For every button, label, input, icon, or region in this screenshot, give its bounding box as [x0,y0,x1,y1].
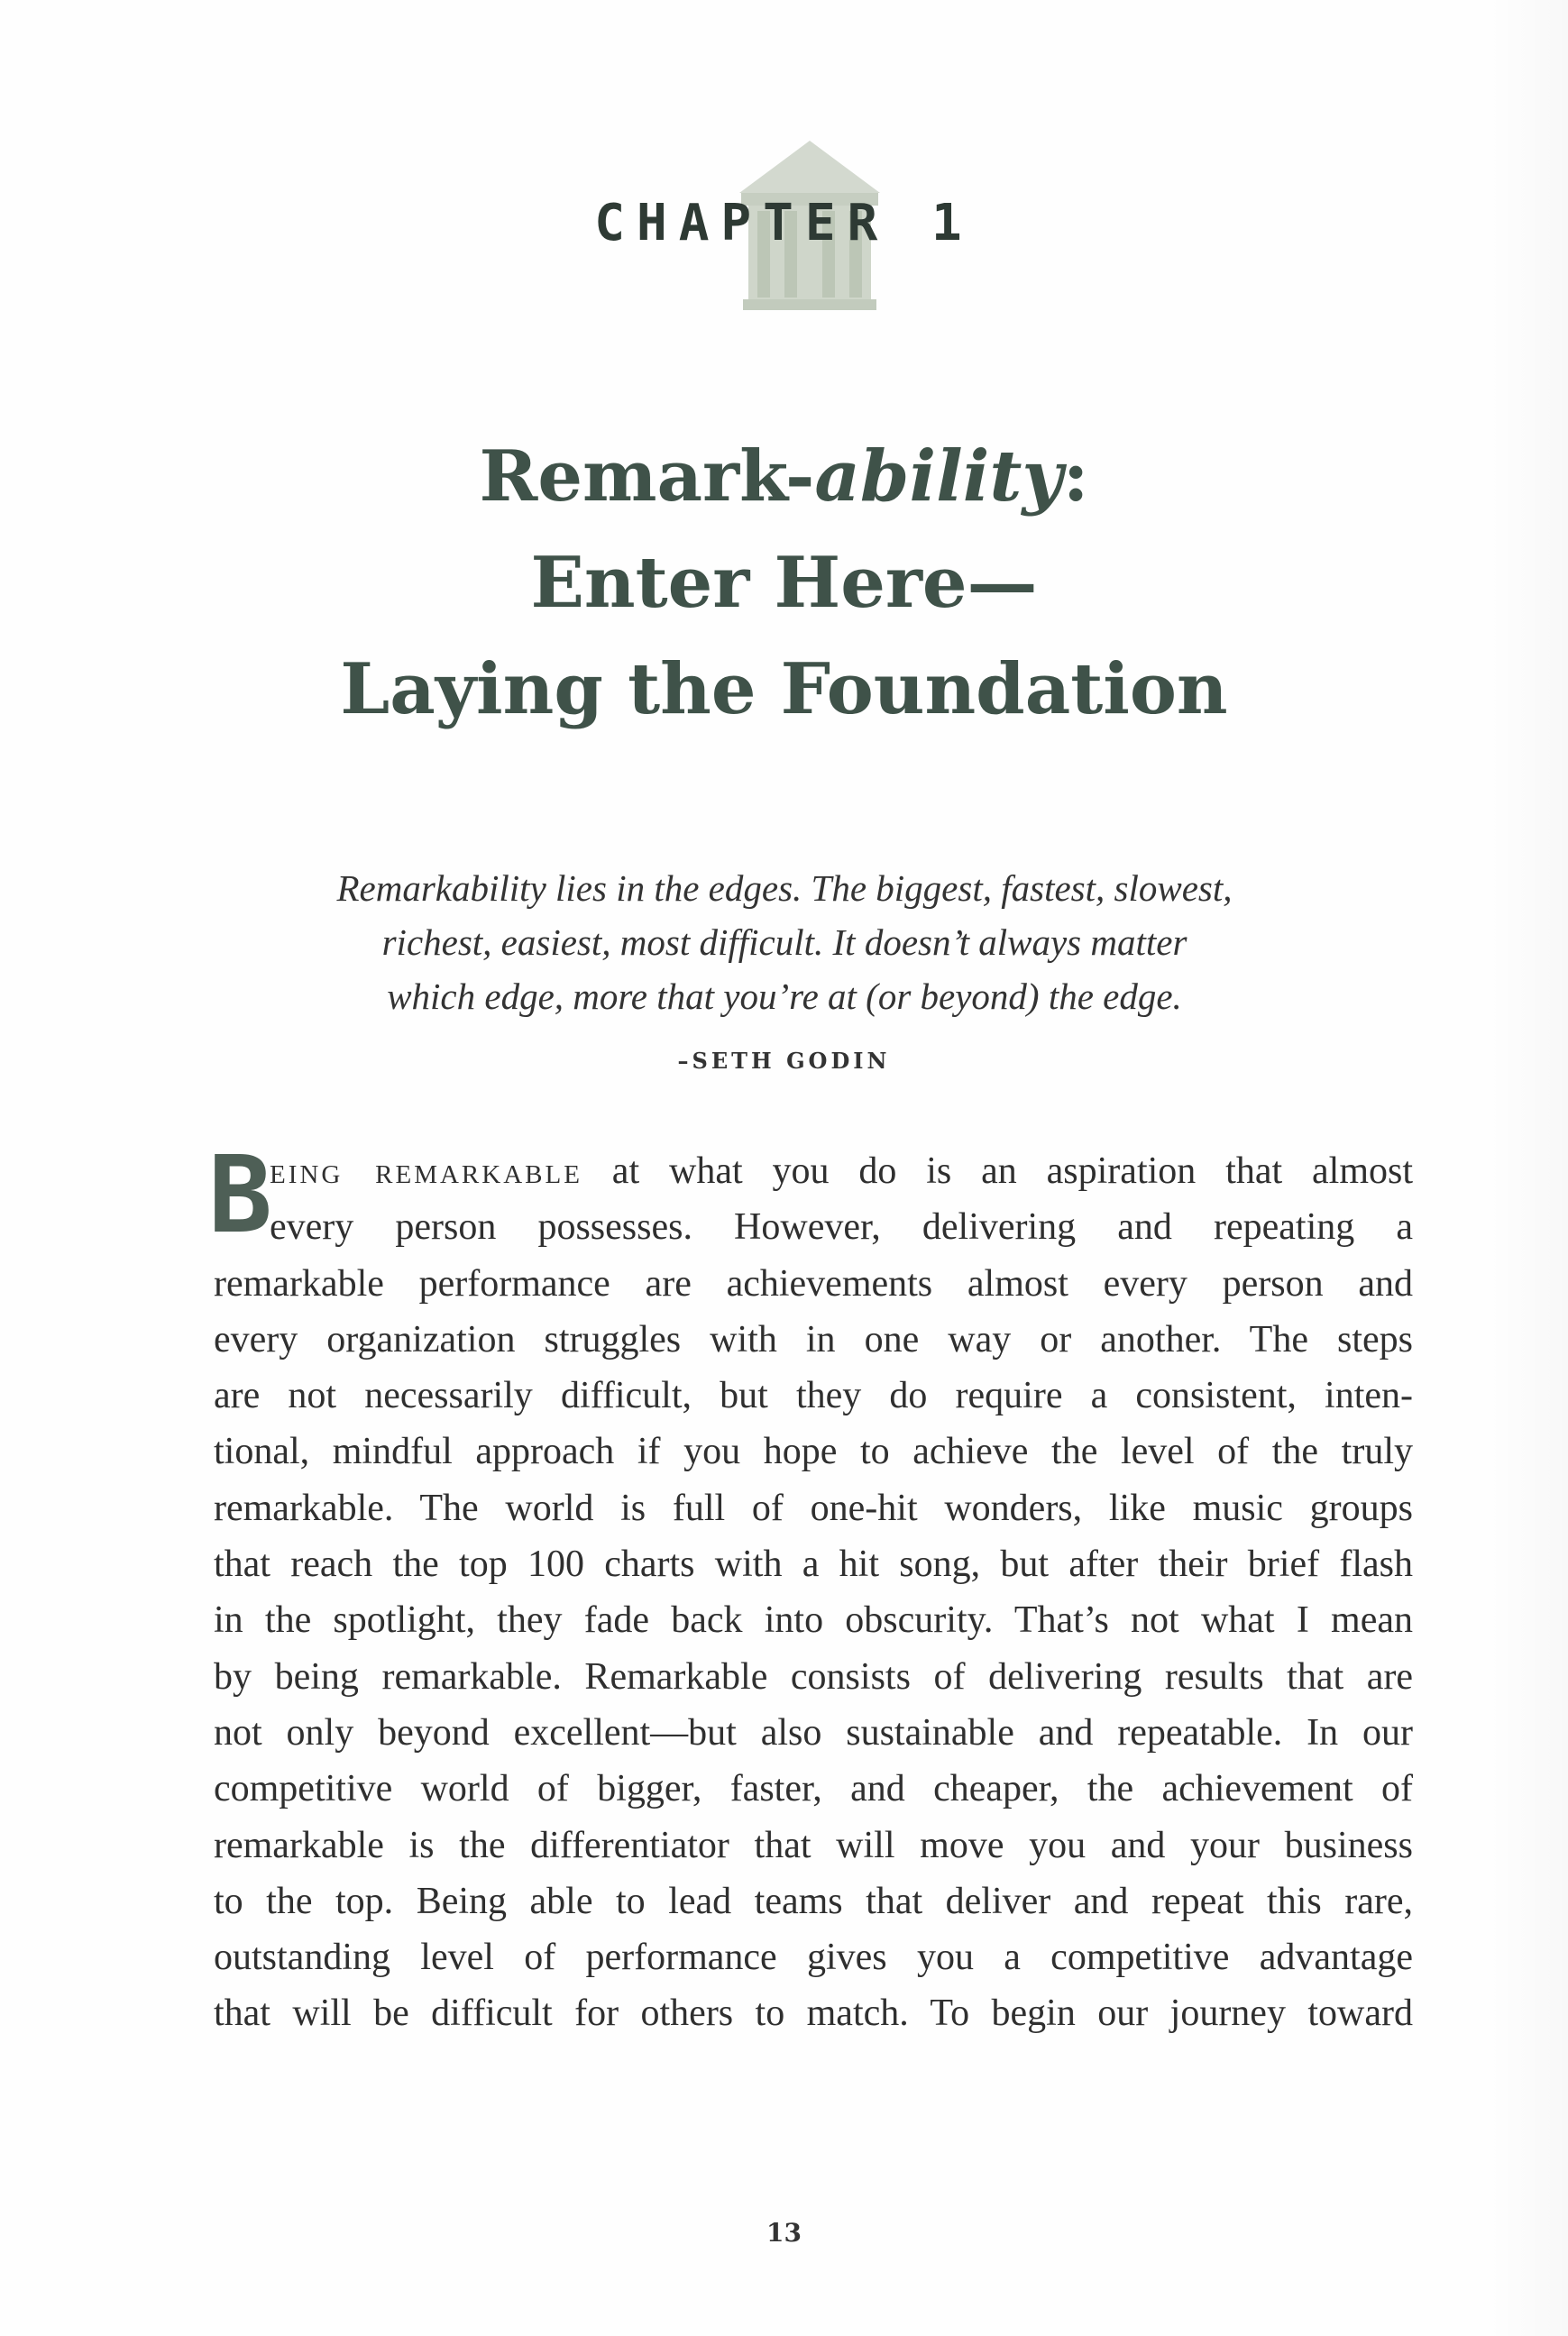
body-line: remarkable performance are achievements almost every person and [214,1262,1413,1305]
chapter-label: CHAPTER 1 [594,194,974,252]
body-paragraph [208,1132,1413,2042]
drop-cap: B [208,1132,273,1257]
body-line: every organization struggles with in one way or another. The steps [214,1318,1413,1360]
body-line: competitive world of bigger, faster, and cheaper, the achievement of [214,1768,1413,1810]
body-line: not only beyond excellent—but also sustainable and repeatable. In our [214,1711,1413,1754]
body-line: to the top. Being able to lead teams that deliver and repeat this rare, [214,1880,1413,1922]
title-line-2: Enter Here— [530,542,1038,624]
body-line: that reach the top 100 charts with a hit song, but after their brief flash [214,1544,1413,1586]
title-line-1-italic: ability [814,435,1063,518]
page-number: 13 [766,2218,802,2248]
body-line: every person possesses. However, delivering and repeating a [270,1206,1413,1249]
epigraph-line: Remarkability lies in the edges. The biggest, fastest, slowest, [336,867,1233,909]
chapter-header [0,126,1568,334]
lead-in-rest: at what you do is an aspiration that almost [611,1150,1413,1192]
body-line: remarkable is the differentiator that will move you and your business [214,1824,1413,1866]
chapter-title [0,424,1568,743]
title-line-3: Laying the Foundation [340,648,1228,730]
body-line: that will be difficult for others to match. To begin our journey toward [214,1992,1413,2035]
body-line: remarkable. The world is full of one-hit wonders, like music groups [214,1487,1413,1529]
body-line: tional, mindful approach if you hope to achieve the level of the truly [214,1431,1413,1473]
title-line-1 [0,424,1568,530]
title-line-1-colon: : [1062,435,1089,518]
lead-in-smallcaps: eing remarkable [270,1150,582,1192]
body-line-first [270,1143,1413,1199]
body-line: are not necessarily difficult, but they do require a consistent, inten- [214,1375,1413,1417]
epigraph-line: which edge, more that you’re at (or beyond) the edge. [387,976,1182,1017]
title-line-1-roman: Remark- [479,435,815,518]
epigraph-line: richest, easiest, most difficult. It doesn’t always matter [381,921,1187,963]
body-line: outstanding level of performance gives you a competitive advantage [214,1937,1413,1979]
epigraph-attribution: –SETH GODIN [677,1048,891,1074]
scan-edge-shade [1487,0,1568,2336]
epigraph [216,861,1353,1023]
body-line: by being remarkable. Remarkable consists of delivering results that are [214,1655,1413,1698]
body-line: in the spotlight, they fade back into obscurity. That’s not what I mean [214,1599,1413,1642]
